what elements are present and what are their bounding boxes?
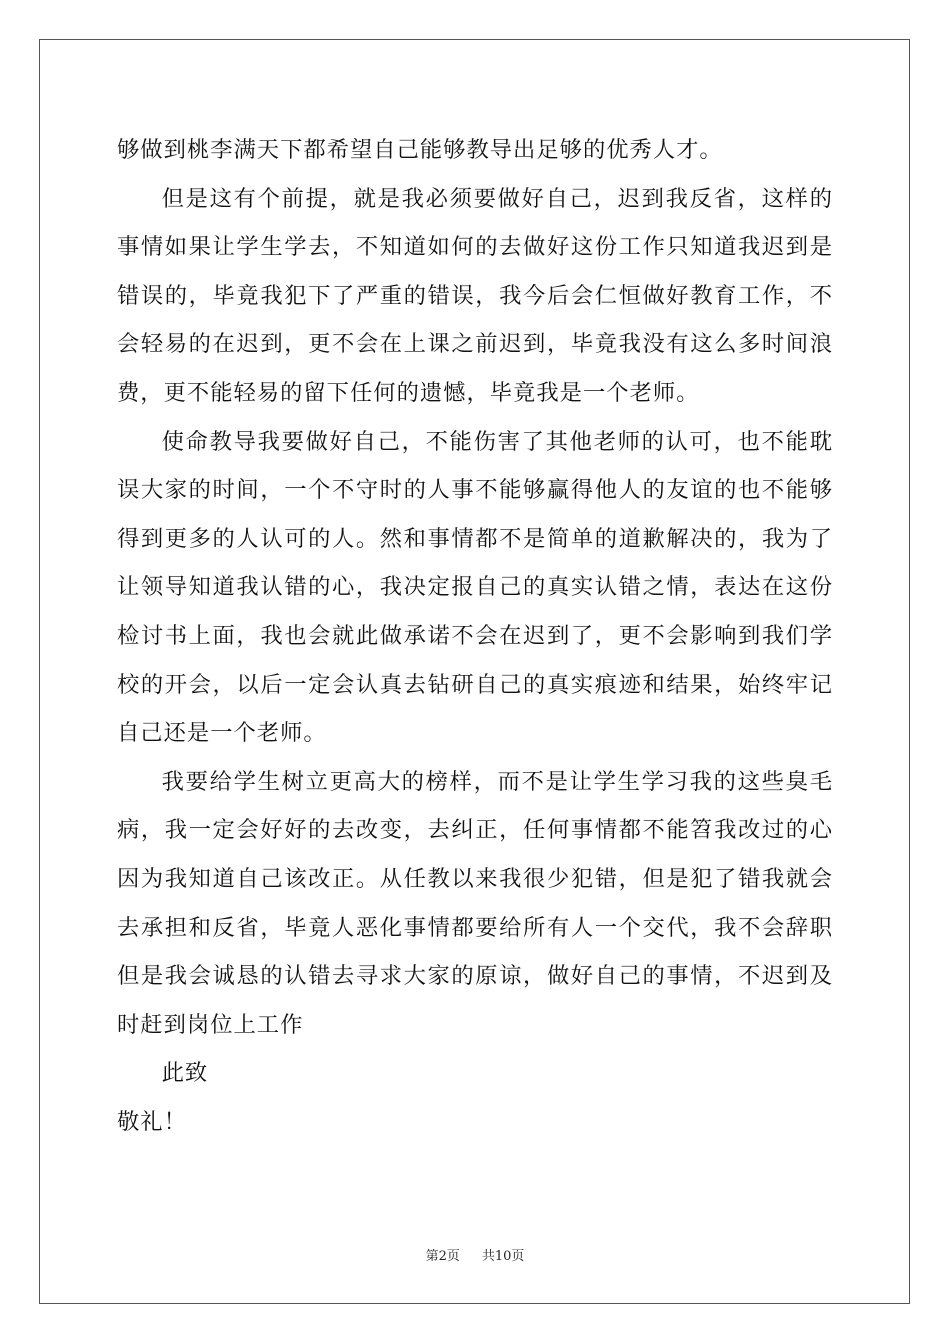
page-footer [0, 1248, 950, 1266]
closing-respect: 敬礼！ [117, 1108, 187, 1135]
closing-salutation: 此致 [161, 1060, 209, 1087]
page-total: 共10页 [481, 1249, 525, 1264]
page-number: 第2页 [425, 1249, 460, 1264]
paragraph-example: 我要给学生树立更高大的榜样，而不是让学生学习我的这些臭毛病，我一定会好好的去改变，去纠正，任何事情都不能笤我改过的心因为我知道自己该改正。从任教以来我很少犯错，但是犯了错我就会去承担和反省，毕竟人恶化事情都要给所有人一个交代，我不会辞职但是我会诚恳的认错去寻求大家的原谅，做好自己的事情，不迟到及时赶到岗位上工作 [117, 768, 833, 1038]
paragraph-mission: 使命教导我要做好自己，不能伤害了其他老师的认可，也不能耽误大家的时间，一个不守时的人事不能够赢得他人的友谊的也不能够得到更多的人认可的人。然和事情都不是简单的道歉解决的，我为了让领导知道我认错的心，我决定报自己的真实认错之情，表达在这份检讨书上面，我也会就此做承诺不会在迟到了，更不会影响到我们学校的开会，以后一定会认真去钻研自己的真实痕迹和结果，始终牢记自己还是一个老师。 [117, 428, 833, 747]
paragraph-premise: 但是这有个前提，就是我必须要做好自己，迟到我反省，这样的事情如果让学生学去，不知道如何的去做好这份工作只知道我迟到是错误的，毕竟我犯下了严重的错误，我今后会仁恒做好教育工作，不会轻易的在迟到，更不会在上课之前迟到，毕竟我没有这么多时间浪费，更不能轻易的留下任何的遗憾，毕竟我是一个老师。 [117, 185, 833, 406]
document-body [117, 126, 833, 1146]
paragraph-continuation: 够做到桃李满天下都希望自己能够教导出足够的优秀人才。 [117, 137, 723, 163]
